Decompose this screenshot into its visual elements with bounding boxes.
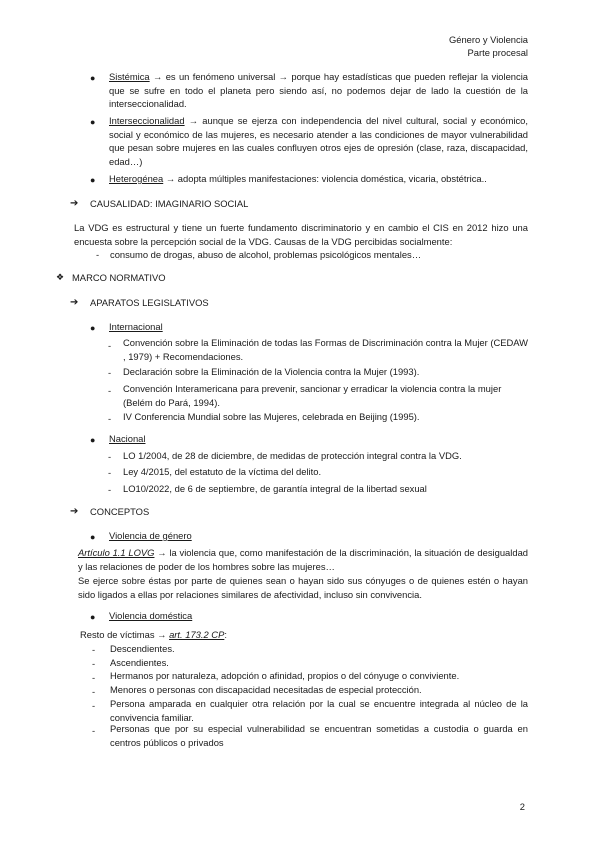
list-item-descendientes: Descendientes. xyxy=(110,643,175,654)
list-item-heterogenea xyxy=(109,172,528,186)
item-text: → aunque se ejerza con independencia del nivel cultural, social y económico, social y económico de las mujeres, es necesario atender a las condiciones de mayor vulnerabilidad que pesan sobre mujeres en las cuales confluyen otros ejes de opresión (clase, raza, discapacidad, edad…) xyxy=(109,115,528,167)
dash-marker: - xyxy=(96,249,100,260)
list-item-lo-1-2004: LO 1/2004, de 28 de diciembre, de medidas de protección integral contra la VDG. xyxy=(123,450,462,461)
term: Heterogénea xyxy=(109,173,164,184)
definition-text: → la violencia que, como manifestación de la discriminación, la situación de desigualdad y las relaciones de poder de los hombres sobre las mujeres… xyxy=(78,547,529,572)
dash-marker: - xyxy=(92,725,96,736)
list-item-hermanos: Hermanos por naturaleza, adopción o afinidad, propios o del cónyuge o conviviente. xyxy=(110,670,460,681)
bullet-dot: ● xyxy=(90,175,96,185)
bullet-dot: ● xyxy=(90,323,96,333)
dash-marker: - xyxy=(92,644,96,655)
paragraph-violencia-genero xyxy=(78,546,528,573)
dash-marker: - xyxy=(92,658,96,669)
list-item-cedaw: Convención sobre la Eliminación de todas las Formas de Discriminación contra la Mujer (CEDAW , 1979) + Recomendaciones. xyxy=(123,337,529,362)
paragraph-causalidad: La VDG es estructural y tiene un fuerte fundamento discriminatorio y en cambio el CIS en 2012 hizo una encuesta sobre la percepción social de la VDG. Causas de la VDG percibidas socialmente: xyxy=(74,222,528,247)
bullet-dot: ● xyxy=(90,435,96,445)
list-item-menores: Menores o personas con discapacidad necesitadas de especial protección. xyxy=(110,684,422,695)
legal-reference: Artículo 1.1 LOVG xyxy=(78,547,155,558)
label-violencia-genero: Violencia de género xyxy=(109,530,192,541)
arrow-icon: ➔ xyxy=(70,198,79,209)
dash-marker: - xyxy=(108,451,112,462)
label-nacional: Nacional xyxy=(109,433,146,444)
item-text: → es un fenómeno universal → porque hay estadísticas que pueden reflejar la violencia que se sufre en todo el planeta pero siendo así, no podemos dejar de lado la cuestión de la interseccionalidad. xyxy=(109,71,528,110)
dash-marker: - xyxy=(92,686,96,697)
list-item-declaracion: Declaración sobre la Eliminación de la Violencia contra la Mujer (1993). xyxy=(123,366,420,377)
heading-conceptos: CONCEPTOS xyxy=(90,506,150,517)
colon: : xyxy=(224,629,227,640)
list-item-ley-4-2015: Ley 4/2015, del estatuto de la víctima del delito. xyxy=(123,466,322,477)
dash-marker: - xyxy=(108,340,112,351)
term: Sistémica xyxy=(109,71,150,82)
bullet-dot: ● xyxy=(90,532,96,542)
dash-marker: - xyxy=(108,385,112,396)
heading-marco-normativo: MARCO NORMATIVO xyxy=(72,272,166,283)
list-item-belem: Convención Interamericana para prevenir, sancionar y erradicar la violencia contra la mujer (Belém do Pará, 1994). xyxy=(123,383,502,408)
dash-marker: - xyxy=(92,672,96,683)
header-title: Género y Violencia xyxy=(448,34,528,45)
arrow-icon: ➔ xyxy=(70,506,79,517)
page-number: 2 xyxy=(519,801,525,812)
list-item-interseccionalidad xyxy=(109,114,528,168)
bullet-dot: ● xyxy=(90,117,96,127)
list-item-sistemica xyxy=(109,70,528,111)
heading-causalidad: CAUSALIDAD: IMAGINARIO SOCIAL xyxy=(90,198,249,209)
bullet-dot: ● xyxy=(90,612,96,622)
list-item-ascendientes: Ascendientes. xyxy=(110,657,169,668)
paragraph-resto-victimas xyxy=(80,628,227,642)
legal-reference: art. 173.2 CP xyxy=(169,629,225,640)
list-item-causas: consumo de drogas, abuso de alcohol, problemas psicológicos mentales… xyxy=(110,249,422,260)
dash-marker: - xyxy=(108,367,112,378)
dash-marker: - xyxy=(108,484,112,495)
item-text: → adopta múltiples manifestaciones: violencia doméstica, vicaria, obstétrica.. xyxy=(163,173,487,184)
term: Interseccionalidad xyxy=(109,115,185,126)
list-item-persona-amparada: Persona amparada en cualquier otra relación por la cual se encuentre integrada al núcleo de la convivencia familiar. xyxy=(110,698,528,723)
list-item-lo-10-2022: LO10/2022, de 6 de septiembre, de garantía integral de la libertad sexual xyxy=(123,483,427,494)
header-subtitle: Parte procesal xyxy=(467,47,528,58)
dash-marker: - xyxy=(108,467,112,478)
label-internacional: Internacional xyxy=(109,321,163,332)
diamond-bullet-icon: ❖ xyxy=(56,272,65,282)
bullet-dot: ● xyxy=(90,73,96,83)
page-header xyxy=(449,33,528,59)
list-item-vulnerabilidad: Personas que por su especial vulnerabilidad se encuentran sometidas a custodia o guarda en centros públicos o privados xyxy=(110,723,528,748)
intro-text: Resto de víctimas → xyxy=(80,629,170,640)
dash-marker: - xyxy=(108,413,112,424)
paragraph-violencia-genero-2: Se ejerce sobre éstas por parte de quienes sean o hayan sido sus cónyuges o de quienes estén o hayan sido ligados a ellas por relaciones similares de afectividad, incluso sin convivencia. xyxy=(78,575,528,600)
arrow-icon: ➔ xyxy=(70,297,79,308)
label-violencia-domestica: Violencia doméstica xyxy=(109,610,193,621)
heading-aparatos-legislativos: APARATOS LEGISLATIVOS xyxy=(90,297,209,308)
list-item-beijing: IV Conferencia Mundial sobre las Mujeres, celebrada en Beijing (1995). xyxy=(123,411,420,422)
dash-marker: - xyxy=(92,700,96,711)
